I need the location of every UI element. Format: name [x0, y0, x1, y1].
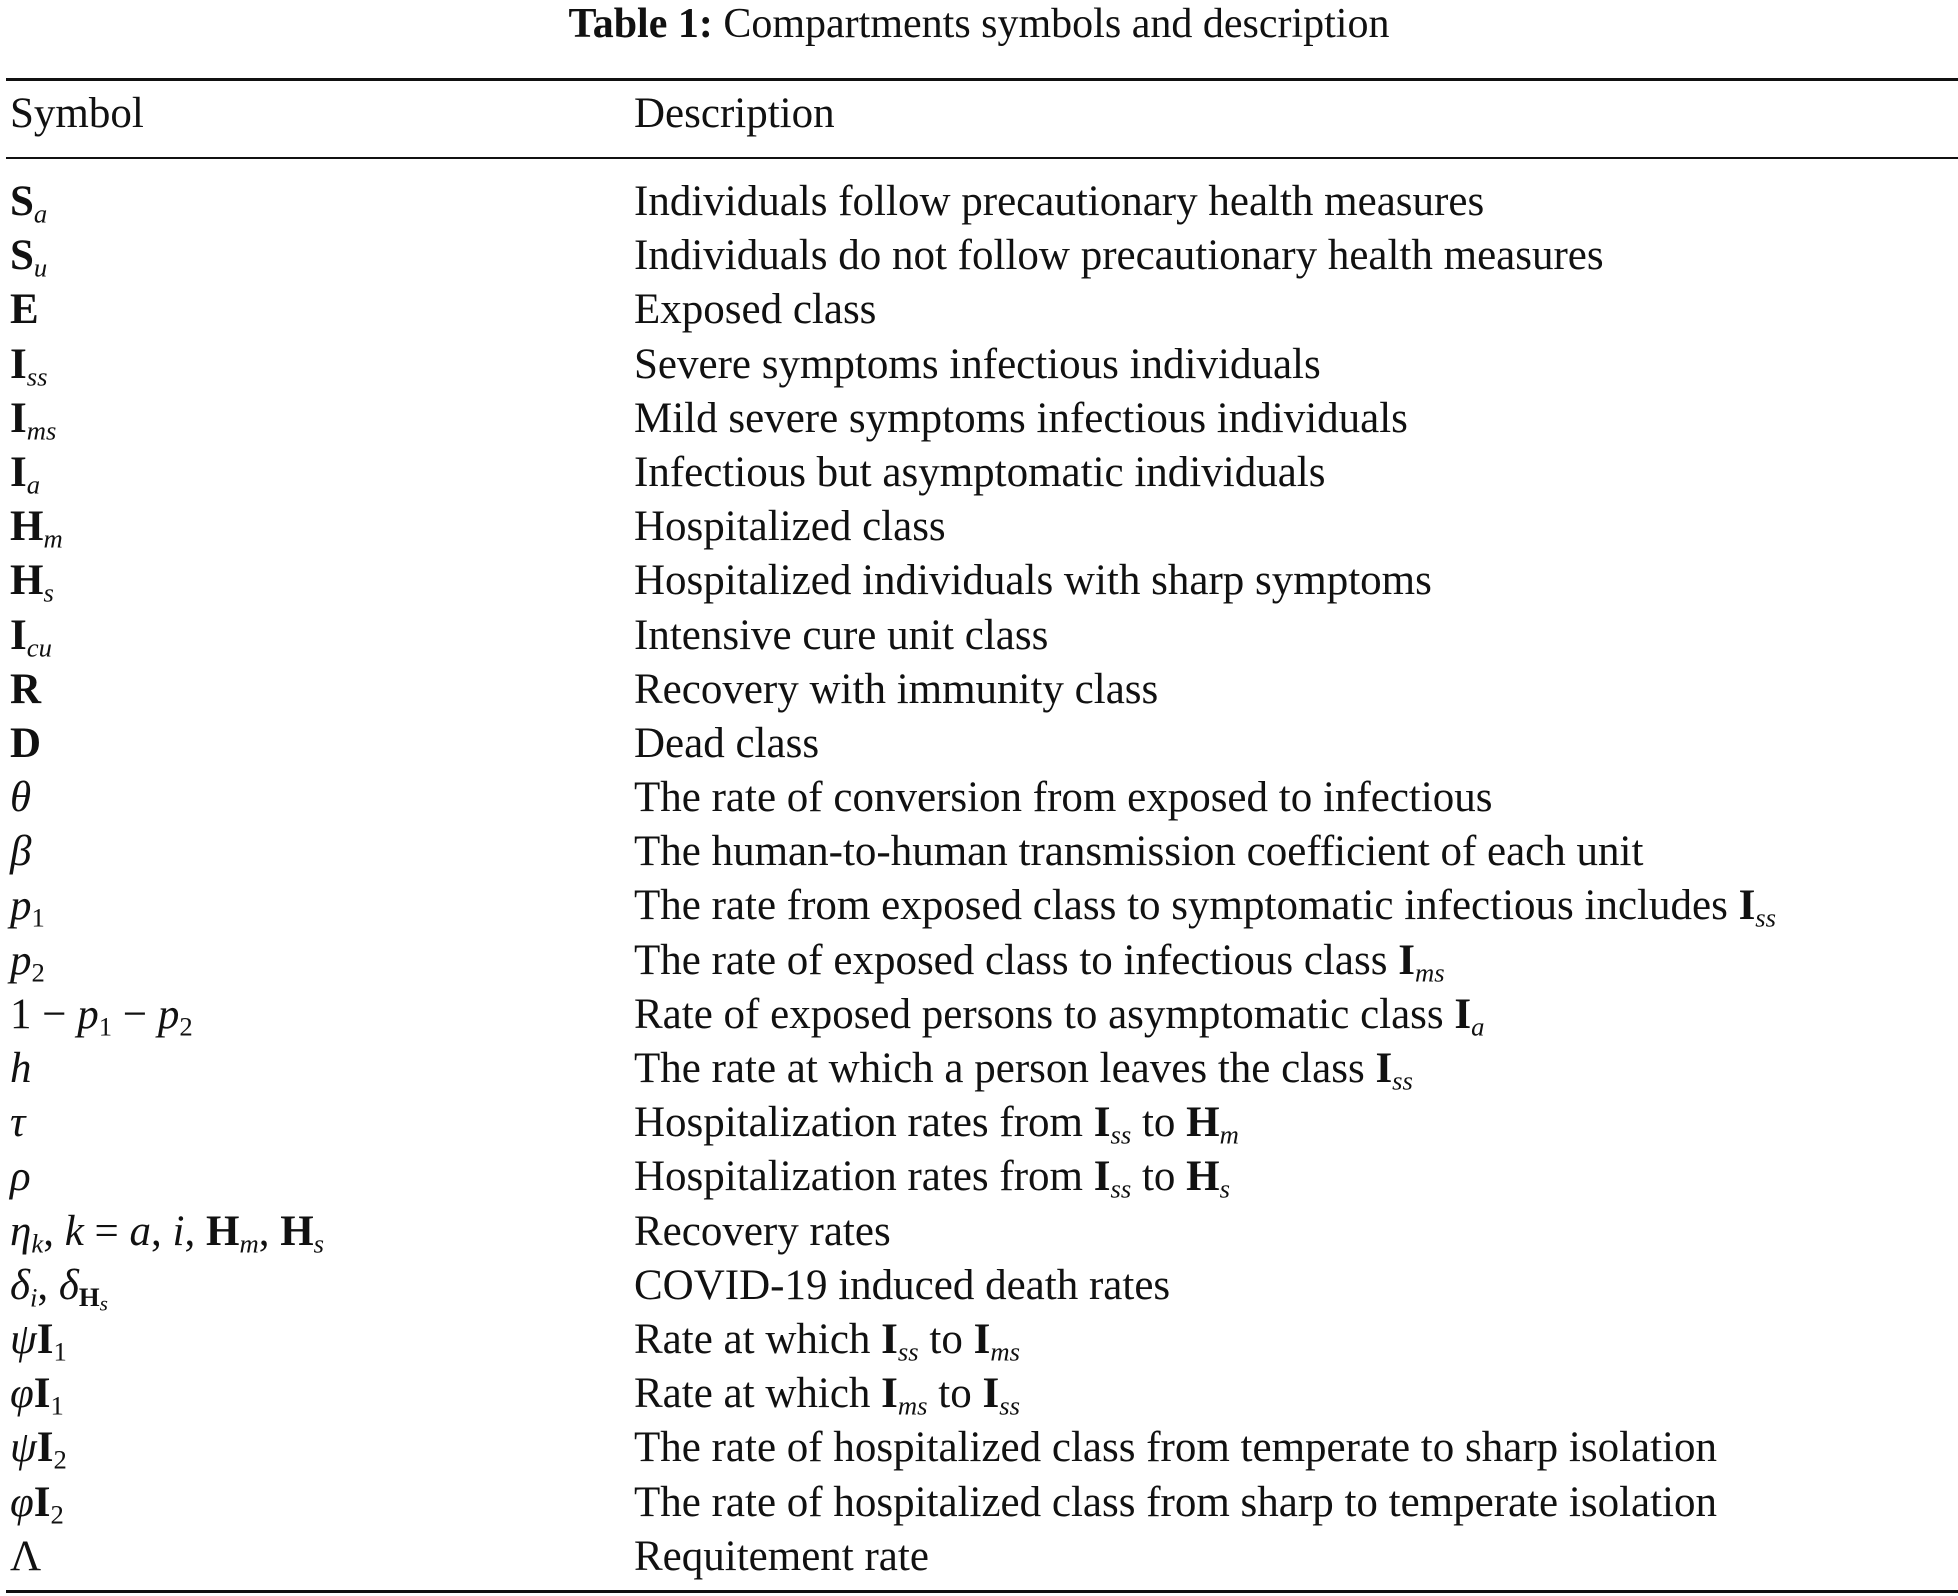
table-caption-label: Table 1:: [568, 1, 713, 47]
table-row: [0, 879, 1958, 933]
table-row: [0, 1205, 1958, 1259]
description-cell: Hospitalization rates from $I_{ss}$ to $H_m$: [634, 1099, 1239, 1150]
table-row: [0, 229, 1958, 283]
table-row: [0, 1096, 1958, 1150]
table-row: [0, 500, 1958, 554]
table-row: [0, 554, 1958, 608]
header-symbol: Symbol: [10, 90, 144, 137]
table-header-rule: [6, 157, 1958, 159]
symbol-cell: $1 - p_1 - p_2$: [10, 990, 193, 1042]
table-row: [0, 771, 1958, 825]
table-body: [0, 175, 1958, 1584]
table-row: [0, 1150, 1958, 1204]
symbol-cell: θ: [10, 774, 32, 822]
symbol-cell: $S_a$: [10, 178, 48, 229]
description-cell: Hospitalization rates from $I_{ss}$ to $H_s$: [634, 1153, 1230, 1204]
description-cell: Rate at which $I_{ss}$ to $I_{ms}$: [634, 1315, 1020, 1367]
description-cell: The rate at which a person leaves the class $I_{ss}$: [634, 1045, 1413, 1096]
symbol-cell: R: [10, 665, 42, 713]
table-caption-text: Compartments symbols and description: [723, 1, 1390, 47]
symbol-cell: h: [10, 1045, 32, 1092]
symbol-cell: $I_{ss}$: [10, 340, 48, 392]
symbol-cell: $\varphi I_1$: [10, 1370, 64, 1421]
description-cell: Individuals do not follow precautionary health measures: [634, 232, 1604, 280]
description-cell: Individuals follow precautionary health measures: [634, 178, 1485, 225]
description-cell: The rate of hospitalized class from sharp to temperate isolation: [634, 1478, 1717, 1526]
table-row: [0, 1313, 1958, 1367]
description-cell: Intensive cure unit class: [634, 611, 1049, 659]
description-cell: Rate of exposed persons to asymptomatic class $I_a$: [634, 990, 1485, 1042]
symbol-cell: $I_a$: [10, 448, 41, 500]
symbol-cell: $\varphi I_2$: [10, 1478, 64, 1529]
header-description: Description: [634, 90, 835, 137]
description-cell: The rate of exposed class to infectious class $I_{ms}$: [634, 936, 1445, 988]
description-cell: Mild severe symptoms infectious individuals: [634, 394, 1408, 442]
description-cell: Rate at which $I_{ms}$ to $I_{ss}$: [634, 1370, 1020, 1421]
table-row: [0, 609, 1958, 663]
table-row: [0, 663, 1958, 717]
table-row: [0, 1259, 1958, 1316]
table-row: [0, 392, 1958, 446]
table-row: [0, 988, 1958, 1042]
symbol-cell: $H_m$: [10, 503, 63, 554]
table-row: [0, 934, 1958, 988]
symbol-cell: $I_{ms}$: [10, 394, 57, 446]
description-cell: COVID-19 induced death rates: [634, 1261, 1171, 1309]
description-cell: Requitement rate: [634, 1532, 929, 1580]
symbol-cell: $\eta_k$, k = a, i, $H_m$, $H_s$: [10, 1207, 325, 1259]
table-caption: [0, 0, 1958, 48]
symbol-cell: $\delta_i$, $\delta_{H_s}$: [10, 1261, 108, 1316]
table-row: [0, 1476, 1958, 1530]
table-row: [0, 446, 1958, 500]
table-row: [0, 338, 1958, 392]
description-cell: Hospitalized individuals with sharp symptoms: [634, 557, 1432, 605]
symbol-cell: β: [10, 828, 32, 876]
table-row: [0, 283, 1958, 337]
description-cell: Dead class: [634, 719, 820, 767]
description-cell: Hospitalized class: [634, 503, 946, 551]
symbol-cell: $p_2$: [10, 936, 45, 988]
description-cell: The human-to-human transmission coefficient of each unit: [634, 828, 1644, 876]
description-cell: The rate from exposed class to symptomatic infectious includes $I_{ss}$: [634, 882, 1777, 933]
symbol-cell: $I_{cu}$: [10, 611, 52, 662]
table-row: [0, 825, 1958, 879]
table-top-rule: [6, 78, 1958, 81]
description-cell: Exposed class: [634, 286, 877, 334]
description-cell: Recovery rates: [634, 1207, 891, 1255]
symbol-cell: $\psi I_2$: [10, 1424, 67, 1475]
description-cell: Infectious but asymptomatic individuals: [634, 448, 1326, 496]
table-bottom-rule: [6, 1590, 1958, 1593]
table-row: [0, 717, 1958, 771]
table-row: [0, 175, 1958, 229]
table-row: [0, 1367, 1958, 1421]
table-row: [0, 1042, 1958, 1096]
description-cell: Severe symptoms infectious individuals: [634, 340, 1321, 388]
description-cell: The rate of conversion from exposed to infectious: [634, 774, 1493, 822]
symbol-cell: Λ: [10, 1532, 42, 1580]
symbol-cell: E: [10, 286, 39, 334]
symbol-cell: $S_u$: [10, 232, 48, 283]
table-row: [0, 1421, 1958, 1475]
symbol-cell: D: [10, 719, 42, 767]
symbol-cell: $p_1$: [10, 882, 45, 933]
symbol-cell: $\psi I_1$: [10, 1315, 67, 1367]
table-row: [0, 1530, 1958, 1584]
symbol-cell: τ: [10, 1099, 26, 1147]
description-cell: Recovery with immunity class: [634, 665, 1159, 713]
symbol-cell: ρ: [10, 1153, 31, 1201]
symbol-cell: $H_s$: [10, 557, 54, 608]
table-header-row: [0, 84, 1958, 144]
description-cell: The rate of hospitalized class from temperate to sharp isolation: [634, 1424, 1717, 1472]
